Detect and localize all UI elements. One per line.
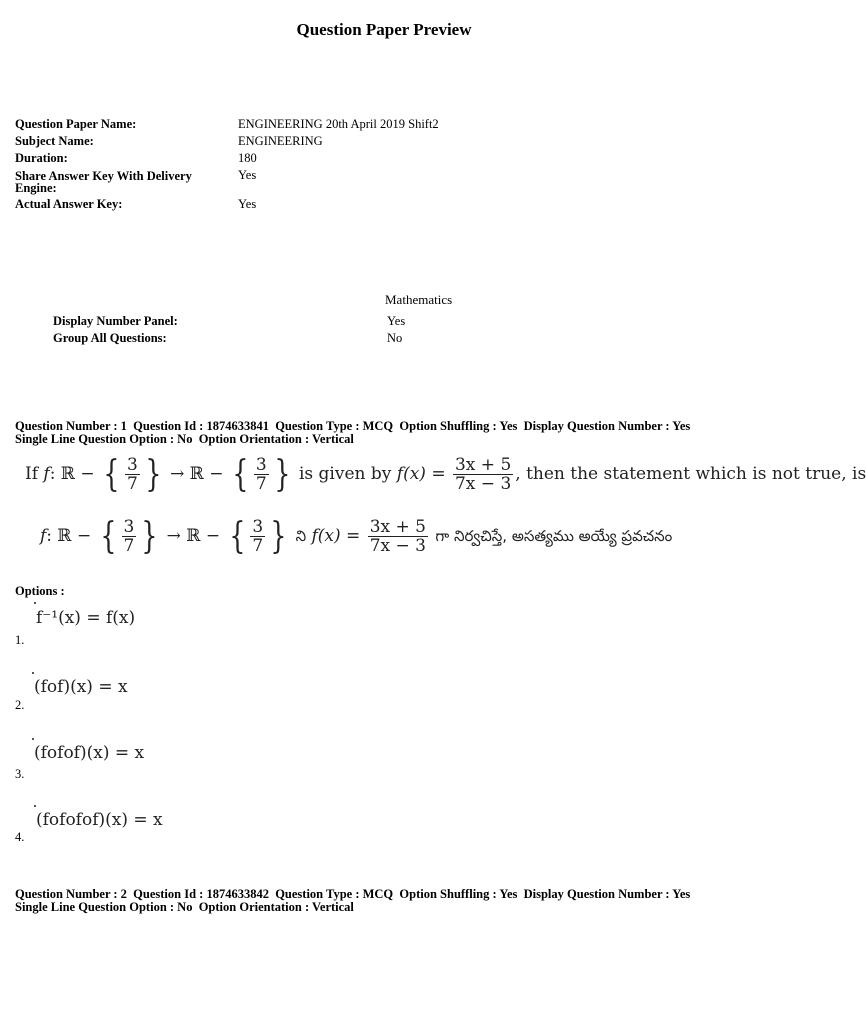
option-number: 1. — [15, 633, 25, 647]
question-header-line1: Question Number : 1 Question Id : 1874633841 Question Type : MCQ Option Shuffling : Yes Display Question Number : Yes — [15, 419, 691, 433]
set-braces: { $\frac{3}{7}$ } — [228, 515, 287, 557]
display-number-panel-label: Display Number Panel: — [53, 314, 178, 328]
paper-name-value: ENGINEERING 20th April 2019 Shift2 — [238, 117, 439, 131]
q-func: f — [40, 526, 47, 546]
options-label: Options : — [15, 584, 65, 598]
option-expression: f⁻¹(x) = f(x) — [36, 608, 136, 628]
section-name: Mathematics — [385, 292, 453, 307]
frac-den: 7 — [255, 474, 267, 494]
frac-num: 3 — [126, 455, 138, 475]
expr-num: 3x + 5 — [454, 455, 512, 475]
actual-answer-key-label: Actual Answer Key: — [15, 197, 123, 211]
subject-name-value: ENGINEERING — [238, 134, 323, 148]
question-text-english — [25, 453, 866, 495]
telugu-mid: ని — [295, 527, 307, 545]
q-domain: : ℝ − — [49, 464, 95, 484]
image-marker — [32, 738, 34, 740]
q-func: f — [43, 464, 50, 484]
duration-value: 180 — [238, 151, 257, 165]
duration-label: Duration: — [15, 151, 68, 165]
q-fx: f(x) = — [311, 526, 361, 546]
share-answer-key-label: Share Answer Key With Delivery Engine: — [15, 169, 192, 195]
question-header-line1: Question Number : 2 Question Id : 1874633842 Question Type : MCQ Option Shuffling : Yes Display Question Number : Yes — [15, 887, 691, 901]
telugu-tail: గా నిర్వచిస్తే, అసత్యము అయ్యే ప్రవచనం — [435, 527, 673, 545]
option-expression: (fofofof)(x) = x — [36, 810, 163, 830]
share-answer-key-value: Yes — [238, 168, 257, 182]
option-expression: (fofof)(x) = x — [34, 743, 145, 763]
expr-den: 7x − 3 — [369, 536, 426, 556]
frac-den: 7 — [126, 474, 138, 494]
group-all-questions-value: No — [387, 331, 403, 345]
image-marker — [34, 602, 36, 604]
q-domain: : ℝ − — [46, 526, 92, 546]
frac-den: 7 — [123, 536, 135, 556]
group-all-questions-label: Group All Questions: — [53, 331, 167, 345]
subject-name-label: Subject Name: — [15, 134, 94, 148]
frac-num: 3 — [255, 455, 267, 475]
q-given-by: is given by — [298, 464, 392, 484]
question-header — [15, 888, 755, 914]
page-title: Question Paper Preview — [296, 20, 472, 39]
frac-num: 3 — [252, 517, 264, 537]
frac-num: 3 — [123, 517, 135, 537]
option-expression: (fof)(x) = x — [34, 677, 128, 697]
expr-fraction — [453, 456, 513, 493]
q-arrow: → ℝ − — [166, 526, 221, 546]
question-header-line2: Single Line Question Option : No Option Orientation : Vertical — [15, 432, 354, 446]
question-header — [15, 420, 755, 446]
display-number-panel-value: Yes — [387, 314, 406, 328]
frac-den: 7 — [252, 536, 264, 556]
image-marker — [32, 672, 34, 674]
question-text-telugu — [40, 515, 673, 557]
expr-fraction — [368, 518, 428, 555]
paper-name-label: Question Paper Name: — [15, 117, 137, 131]
actual-answer-key-value: Yes — [238, 197, 257, 211]
set-braces: { $\frac{3}{7}$ } — [100, 515, 158, 557]
option-number: 2. — [15, 698, 25, 712]
q-arrow: → ℝ − — [170, 464, 224, 484]
q-if: If — [25, 464, 39, 484]
q-fx: f(x) = — [396, 464, 446, 484]
image-marker — [34, 805, 36, 807]
set-braces: { $\frac{3}{7}$ } — [103, 453, 162, 495]
option-number: 3. — [15, 767, 25, 781]
expr-den: 7x − 3 — [454, 474, 512, 494]
question-header-line2: Single Line Question Option : No Option Orientation : Vertical — [15, 900, 354, 914]
set-braces: { $\frac{3}{7}$ } — [232, 453, 291, 495]
option-number: 4. — [15, 830, 25, 844]
expr-num: 3x + 5 — [369, 517, 426, 537]
q-tail: , then the statement which is not true, is — [515, 464, 866, 484]
